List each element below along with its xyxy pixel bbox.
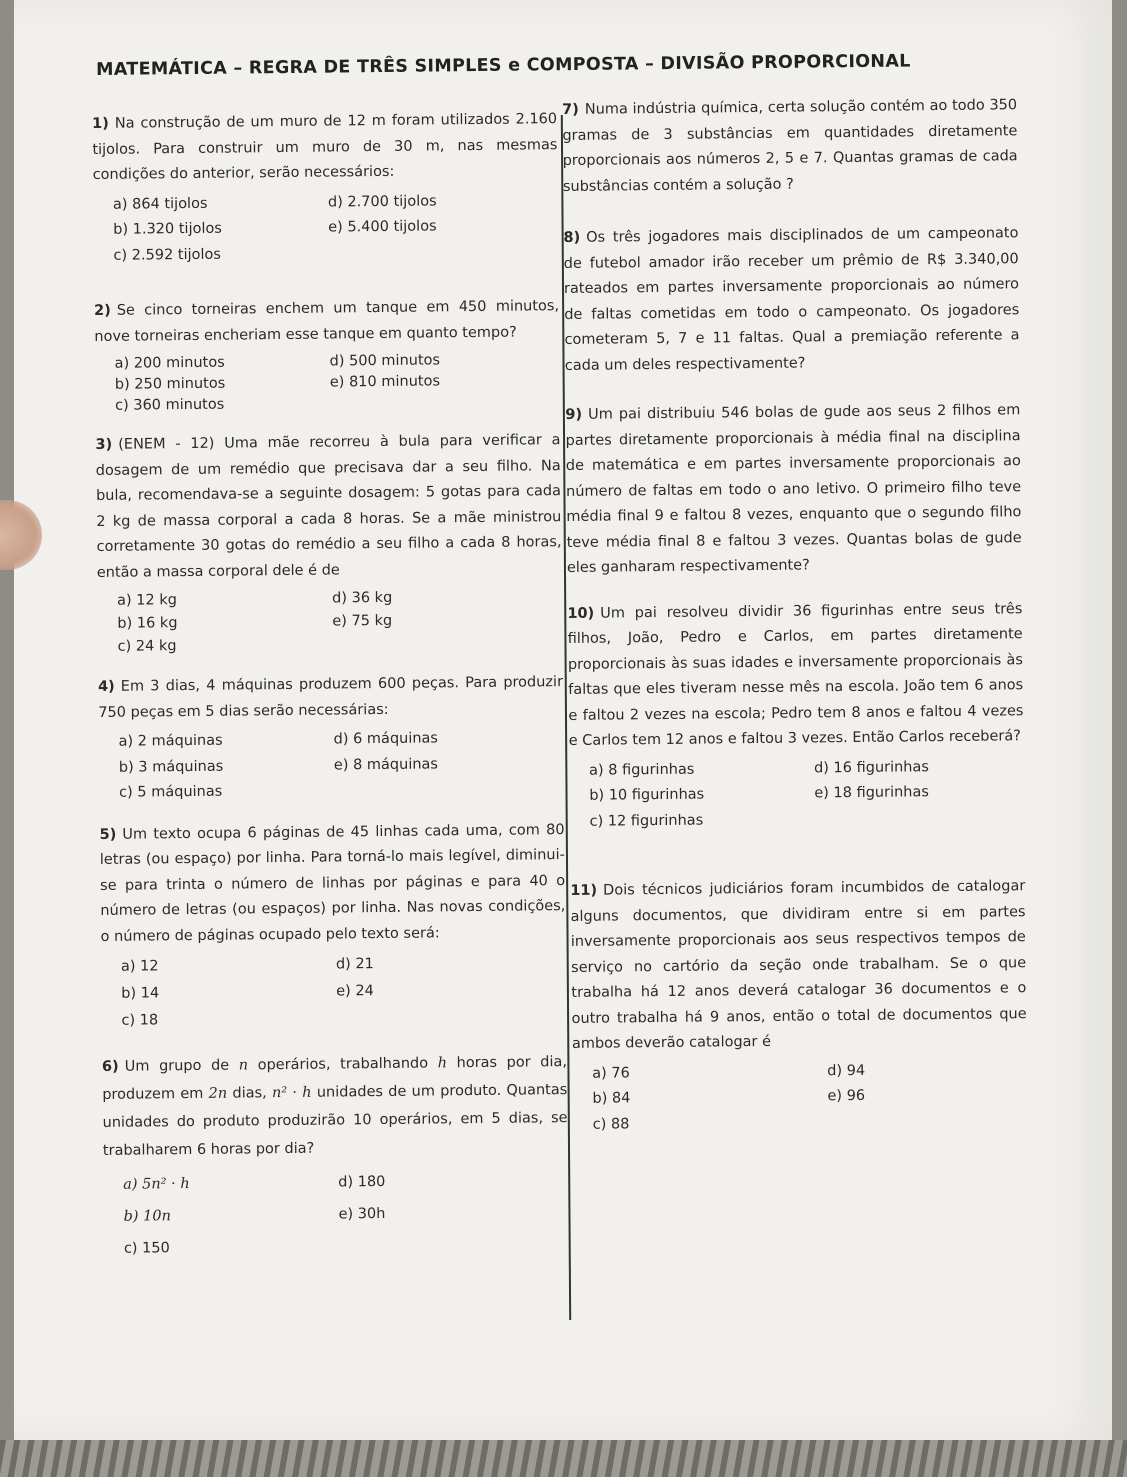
question-6: 6) Um grupo de n operários, trabalhando h horas por dia, produzem em 2n dias, n² · h unidades de um produto. Quantas unidades do produto produzirão 10 operários, em 5 dias, se trabalharem 6 horas por dia? a) 5n² · h d) 180 b) 10n e) 30h c) 150 [102, 1048, 569, 1265]
question-number: 7) [562, 101, 579, 118]
option: e) 810 minutos [329, 373, 441, 391]
option [328, 239, 558, 267]
option [814, 805, 1024, 833]
option: a) 2 máquinas [118, 732, 223, 750]
page-title: MATEMÁTICA – REGRA DE TRÊS SIMPLES e COMPOSTA – DIVISÃO PROPORCIONAL [96, 51, 911, 80]
options [98, 725, 564, 806]
option: d) 500 minutos [329, 352, 441, 370]
question-4: 4) Em 3 dias, 4 máquinas produzem 600 peças. Para produzir 750 peças em 5 dias serão necessárias: a) 2 máquinas d) 6 máquinas b) 3 máquinas e) 8 máquinas c) 5 máquinas [98, 670, 564, 806]
background-fabric [0, 1440, 1127, 1477]
option: d) 180 [338, 1173, 386, 1191]
options [95, 349, 561, 417]
options [103, 1164, 569, 1265]
option: e) 5.400 tijolos [328, 218, 437, 236]
option [332, 631, 562, 656]
question-number: 3) [95, 436, 113, 453]
option: b) 3 máquinas [118, 758, 224, 776]
option: c) 12 figurinhas [589, 812, 704, 830]
question-10: 10) Um pai resolveu dividir 36 figurinhas entre seus três filhos, João, Pedro e Carlos, em partes diretamente proporcionais às suas idades e inversamente proporcionais às faltas que eles tiveram nesse mês na escola. João tem 6 anos e faltou 2 vezes na escola; Pedro tem 8 anos e faltou 4 vezes e Carlos tem 12 anos e faltou 3 vezes. Então Carlos receberá? a) 8 figurinhas d) 16 figurinhas b) 10 figurinhas e) 18 figurinhas c) 12 figurinhas [567, 597, 1024, 835]
option: c) 24 kg [117, 638, 177, 655]
option: c) 18 [121, 1012, 159, 1029]
option [334, 776, 564, 804]
option: a) 5n² · h [123, 1176, 190, 1193]
option: e) 8 máquinas [333, 755, 439, 774]
options [97, 585, 563, 659]
option: a) 12 kg [117, 592, 178, 609]
option: b) 10n [123, 1208, 171, 1225]
option: c) 5 máquinas [119, 783, 223, 801]
option [339, 1228, 569, 1262]
right-column [562, 93, 1028, 1156]
option: e) 30h [338, 1205, 386, 1223]
options [93, 188, 559, 269]
question-number: 4) [97, 678, 115, 695]
option: b) 16 kg [117, 615, 178, 632]
option: a) 200 minutos [114, 354, 225, 372]
option: b) 1.320 tijolos [113, 220, 222, 238]
option: e) 96 [827, 1087, 866, 1105]
question-number: 9) [565, 406, 583, 423]
question-7: 7) Numa indústria química, certa solução contém ao todo 350 gramas de 3 substâncias em quantidades diretamente proporcionais aos números 2, 5 e 7. Quantas gramas de cada substâncias contém a solução ? [562, 97, 1018, 195]
option: b) 84 [592, 1090, 631, 1107]
options [572, 1057, 1028, 1138]
option: b) 250 minutos [114, 375, 226, 393]
option: a) 12 [120, 958, 159, 975]
question-5: 5) Um texto ocupa 6 páginas de 45 linhas cada uma, com 80 letras (ou espaço) por linha. Para torná-lo mais legível, diminui-se para trinta o número de linhas por páginas e para 40 o número de letras (ou espaços) por linha. Nas novas condições, o número de páginas ocupado pelo texto será: a) 12 d) 21 b) 14 e) 24 c) 18 [99, 818, 566, 1035]
left-column [92, 107, 569, 1283]
question-9: 9) Um pai distribuiu 546 bolas de gude aos seus 2 filhos em partes diretamente proporcionais à média final na disciplina de matemática e em partes inversamente proporcionais ao número de faltas em todo o ano letivo. O primeiro filho teve média final 9 e faltou 8 vezes, enquanto que o segundo filho teve média final 8 e faltou 3 vezes. Quantas bolas de gude eles ganharam respectivamente? [565, 402, 1022, 576]
question-number: 2) [94, 302, 111, 319]
question-number: 11) [570, 882, 598, 899]
option: c) 360 minutos [114, 396, 225, 414]
option [336, 1003, 566, 1032]
option: e) 18 figurinhas [814, 784, 929, 802]
option: d) 21 [335, 956, 374, 973]
question-number: 8) [563, 229, 581, 246]
option: d) 2.700 tijolos [327, 192, 437, 211]
option: b) 10 figurinhas [589, 786, 705, 804]
option: e) 75 kg [332, 612, 393, 630]
question-2: 2) Se cinco torneiras enchem um tanque em 450 minutos, nove torneiras encheriam esse tanque em quanto tempo? a) 200 minutos d) 500 minutos b) 250 minutos e) 810 minutos c) 360 minutos [94, 294, 560, 417]
options [101, 949, 567, 1035]
option: c) 2.592 tijolos [113, 246, 222, 264]
question-number: 6) [101, 1058, 119, 1075]
question-8: 8) Os três jogadores mais disciplinados de um campeonato de futebol amador irão receber um prêmio de R$ 3.340,00 rateados em partes inversamente proporcionais ao número de faltas cometidas em todo o campeonato. Os jogadores cometeram 5, 7 e 11 faltas. Qual a premiação referente a cada um deles respectivamente? [563, 225, 1020, 374]
question-11: 11) Dois técnicos judiciários foram incumbidos de catalogar alguns documentos, que dividiram entre si em partes inversamente proporcionais aos seus respectivos tempos de serviço no cartório da seção onde trabalham. Se o que trabalha há 12 anos deverá catalogar 36 documentos e o outro trabalha há 9 anos, então o total de documentos que ambos deverão catalogar é a) 76 d) 94 b) 84 e) 96 c) 88 [570, 874, 1028, 1138]
option: d) 94 [827, 1062, 866, 1079]
question-3: 3) (ENEM - 12) Uma mãe recorreu à bula para verificar a dosagem de um remédio que precisava dar a seu filho. Na bula, recomendava-se a seguinte dosagem: 5 gotas para cada 2 kg de massa corporal a cada 8 horas. Se a mãe ministrou corretamente 30 gotas do remédio a seu filho a cada 8 horas, então a massa corporal dele é de a) 12 kg d) 36 kg b) 16 kg e) 75 kg c) 24 kg [95, 428, 562, 659]
question-text: 1) Na construção de um muro de 12 m foram utilizados 2.160 tijolos. Para construir um muro de 30 m, nas mesmas condições do anterior, serão necessários: [92, 111, 558, 183]
option [330, 391, 560, 414]
option: d) 6 máquinas [333, 730, 439, 748]
options [569, 754, 1025, 835]
worksheet-page [14, 0, 1112, 1440]
option: c) 150 [123, 1240, 170, 1257]
option [828, 1108, 1028, 1136]
option: c) 88 [592, 1115, 630, 1133]
option: a) 8 figurinhas [588, 761, 695, 779]
option: d) 16 figurinhas [813, 758, 929, 776]
option: a) 76 [592, 1064, 630, 1082]
option: e) 24 [336, 983, 374, 1000]
question-number: 1) [92, 115, 109, 132]
question-1 [92, 107, 559, 269]
option: b) 14 [121, 985, 160, 1002]
option: a) 864 tijolos [112, 195, 208, 213]
question-number: 5) [99, 826, 117, 843]
option: d) 36 kg [332, 589, 393, 607]
question-number: 10) [567, 605, 595, 622]
